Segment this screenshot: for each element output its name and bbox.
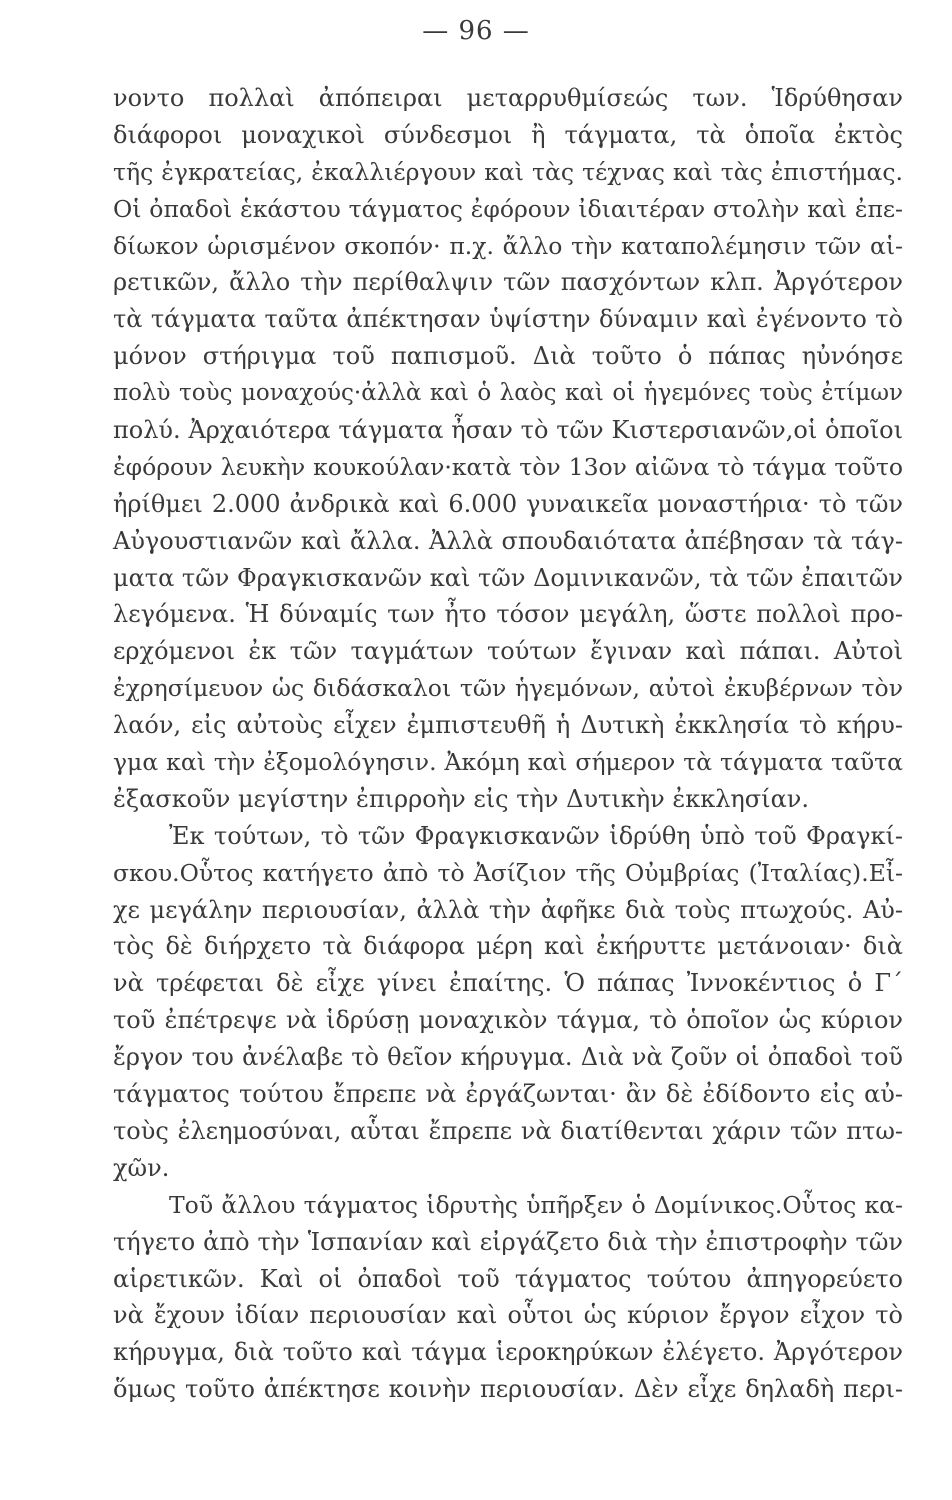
text-line: ἐξασκοῦν μεγίστην ἐπιρροὴν εἰς τὴν Δυτικὴν ἐκκλησίαν. bbox=[113, 784, 809, 813]
page-number: — 96 — bbox=[422, 16, 530, 46]
text-line: λαόν, εἰς αὐτοὺς εἶχεν ἐμπιστευθῆ ἡ Δυτικὴ ἐκκλησία τὸ κήρυ- bbox=[113, 711, 903, 740]
text-line: τῆς ἐγκρατείας, ἐκαλλιέργουν καὶ τὰς τέχνας καὶ τὰς ἐπιστήμας. bbox=[113, 157, 903, 186]
text-line: ματα τῶν Φραγκισκανῶν καὶ τῶν Δομινικανῶν, τὰ τῶν ἐπαιτῶν bbox=[113, 563, 903, 592]
text-line: τοὺς ἐλεημοσύναι, αὗται ἔπρεπε νὰ διατίθενται χάριν τῶν πτω- bbox=[113, 1116, 903, 1145]
text-line: νὰ τρέφεται δὲ εἶχε γίνει ἐπαίτης. Ὁ πάπας Ἰννοκέντιος ὁ Γ´ bbox=[113, 969, 903, 998]
text-line: μόνον στήριγμα τοῦ παπισμοῦ. Διὰ τοῦτο ὁ πάπας ηὐνόησε bbox=[113, 342, 903, 371]
text-line: νοντο πολλαὶ ἀπόπειραι μεταρρυθμίσεώς των. Ἱδρύθησαν bbox=[113, 84, 903, 112]
text-line: τήγετο ἀπὸ τὴν Ἱσπανίαν καὶ εἰργάζετο διὰ τὴν ἐπιστροφὴν τῶν bbox=[113, 1227, 903, 1256]
text-line: Ἐκ τούτων, τὸ τῶν Φραγκισκανῶν ἱδρύθη ὑπὸ τοῦ Φραγκί- bbox=[169, 821, 903, 850]
text-line: τάγματος τούτου ἔπρεπε νὰ ἐργάζωνται· ἂν δὲ ἐδίδοντο εἰς αὐ- bbox=[113, 1080, 903, 1109]
text-line: Τοῦ ἄλλου τάγματος ἱδρυτὴς ὑπῆρξεν ὁ Δομίνικος.Οὗτος κα- bbox=[169, 1190, 903, 1219]
text-line: τὸς δὲ διήρχετο τὰ διάφορα μέρη καὶ ἐκήρυττε μετάνοιαν· διὰ bbox=[113, 932, 903, 961]
text-line: ερχόμενοι ἐκ τῶν ταγμάτων τούτων ἔγιναν καὶ πάπαι. Αὐτοὶ bbox=[113, 637, 903, 666]
text-line: δίωκον ὡρισμένον σκοπόν· π.χ. ἄλλο τὴν καταπολέμησιν τῶν αἱ- bbox=[113, 231, 903, 260]
text-line: Οἱ ὀπαδοὶ ἑκάστου τάγματος ἐφόρουν ἰδιαιτέραν στολὴν καὶ ἐπε- bbox=[113, 194, 903, 223]
text-line: ρετικῶν, ἄλλο τὴν περίθαλψιν τῶν πασχόντων κλπ. Ἀργότερον bbox=[113, 268, 903, 297]
text-line: Αὐγουστιανῶν καὶ ἄλλα. Ἀλλὰ σπουδαιότατα ἀπέβησαν τὰ τάγ- bbox=[113, 526, 903, 555]
text-line: ἐφόρουν λευκὴν κουκούλαν·κατὰ τὸν 13ον αἰῶνα τὸ τάγμα τοῦτο bbox=[113, 452, 903, 481]
text-line: ἠρίθμει 2.000 ἀνδρικὰ καὶ 6.000 γυναικεῖα μοναστήρια· τὸ τῶν bbox=[113, 489, 903, 518]
text-line: σκου.Οὗτος κατήγετο ἀπὸ τὸ Ἀσίζιον τῆς Οὐμβρίας (Ἰταλίας).Εἶ- bbox=[113, 858, 903, 887]
text-line: ὅμως τοῦτο ἀπέκτησε κοινὴν περιουσίαν. Δὲν εἶχε δηλαδὴ περι- bbox=[113, 1375, 903, 1404]
text-line: πολὺ τοὺς μοναχούς·ἀλλὰ καὶ ὁ λαὸς καὶ οἱ ἡγεμόνες τοὺς ἐτίμων bbox=[113, 380, 903, 407]
text-line: νὰ ἔχουν ἰδίαν περιουσίαν καὶ οὗτοι ὡς κύριον ἔργον εἶχον τὸ bbox=[113, 1301, 903, 1330]
text-line: χῶν. bbox=[113, 1153, 170, 1182]
text-line: ἔργον του ἀνέλαβε τὸ θεῖον κήρυγμα. Διὰ νὰ ζοῦν οἱ ὀπαδοὶ τοῦ bbox=[113, 1043, 903, 1072]
text-line: τοῦ ἐπέτρεψε νὰ ἱδρύσῃ μοναχικὸν τάγμα, τὸ ὁποῖον ὡς κύριον bbox=[113, 1006, 903, 1035]
text-line: χε μεγάλην περιουσίαν, ἀλλὰ τὴν ἀφῆκε διὰ τοὺς πτωχούς. Αὐ- bbox=[113, 895, 903, 924]
text-line: τὰ τάγματα ταῦτα ἀπέκτησαν ὑψίστην δύναμιν καὶ ἐγένοντο τὸ bbox=[113, 305, 903, 334]
text-line: γμα καὶ τὴν ἐξομολόγησιν. Ἀκόμη καὶ σήμερον τὰ τάγματα ταῦτα bbox=[113, 748, 903, 777]
text-line: αἱρετικῶν. Καὶ οἱ ὀπαδοὶ τοῦ τάγματος τούτου ἀπηγορεύετο bbox=[113, 1264, 903, 1293]
body-text bbox=[113, 80, 903, 1408]
text-line: κήρυγμα, διὰ τοῦτο καὶ τάγμα ἱεροκηρύκων ἐλέγετο. Ἀργότερον bbox=[113, 1338, 903, 1367]
text-line: πολύ. Ἀρχαιότερα τάγματα ἦσαν τὸ τῶν Κιστερσιανῶν,οἱ ὁποῖοι bbox=[113, 416, 903, 445]
text-line: ἐχρησίμευον ὡς διδάσκαλοι τῶν ἡγεμόνων, αὐτοὶ ἐκυβέρνων τὸν bbox=[113, 674, 903, 703]
text-line: λεγόμενα. Ἡ δύναμίς των ἦτο τόσον μεγάλη, ὥστε πολλοὶ προ- bbox=[113, 600, 903, 629]
text-line: διάφοροι μοναχικοὶ σύνδεσμοι ἢ τάγματα, τὰ ὁποῖα ἐκτὸς bbox=[113, 120, 903, 149]
